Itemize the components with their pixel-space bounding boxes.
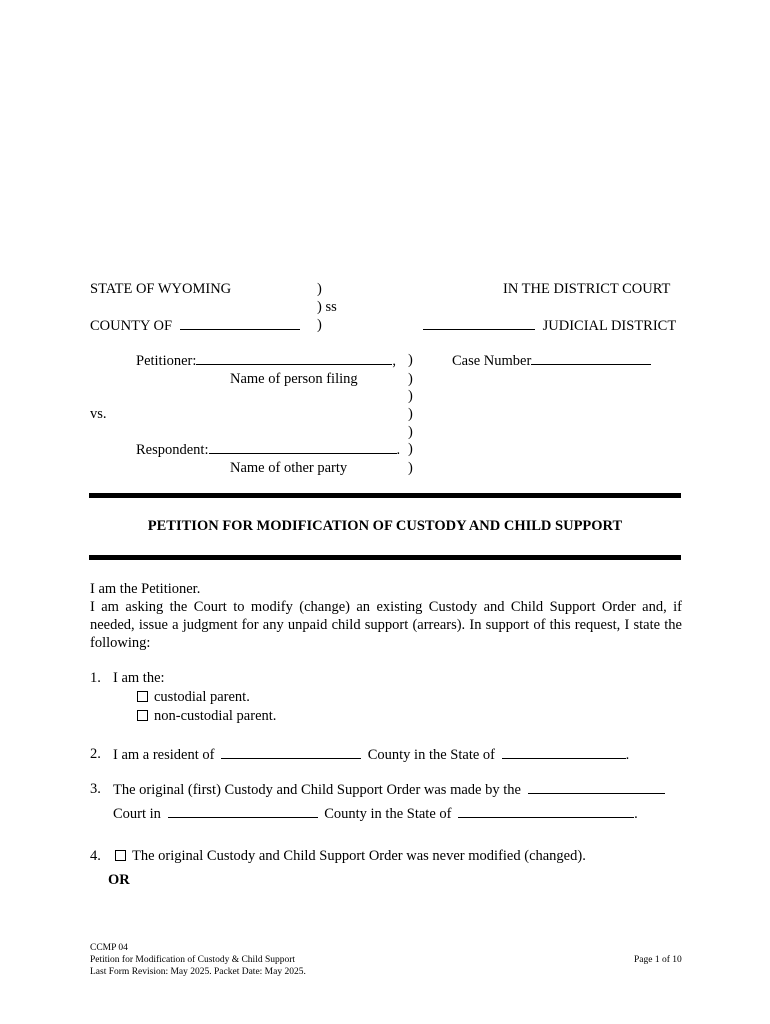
title-bottom-rule xyxy=(89,555,681,560)
resident-state-input[interactable] xyxy=(502,746,626,759)
never-modified-checkbox[interactable] xyxy=(115,850,126,861)
caption-paren: ) xyxy=(317,281,322,297)
caption-paren: ) xyxy=(408,424,413,440)
title-top-rule xyxy=(89,493,681,498)
never-modified-option xyxy=(115,848,586,865)
caption-paren: ) xyxy=(408,371,413,387)
item-1-number: 1. xyxy=(90,670,101,686)
item-2-number: 2. xyxy=(90,746,101,762)
custodial-parent-option xyxy=(137,689,250,706)
never-modified-label: The original Custody and Child Support Order was never modified (changed). xyxy=(132,848,586,864)
petitioner-label: Petitioner: xyxy=(136,353,197,369)
vs-label: vs. xyxy=(90,406,107,422)
court-name: IN THE DISTRICT COURT xyxy=(503,281,671,297)
or-label: OR xyxy=(108,872,130,888)
judicial-district-input[interactable] xyxy=(423,317,535,330)
county-field-row xyxy=(90,317,300,335)
case-number-row xyxy=(452,352,651,370)
item-2-row xyxy=(113,746,629,764)
item-2-text-c: . xyxy=(625,747,630,763)
resident-county-input[interactable] xyxy=(221,746,361,759)
caption-paren: ) xyxy=(408,352,413,368)
custodial-parent-label: custodial parent. xyxy=(154,689,250,705)
respondent-row: Respondent: . xyxy=(136,442,401,458)
item-1-text: I am the: xyxy=(113,670,165,686)
intro-paragraph: I am asking the Court to modify (change) an existing Custody and Child Support Order and, if needed, issue a judgment for any unpaid child support (arrears). In support of this request, I state the following: xyxy=(90,599,682,651)
original-state-input[interactable] xyxy=(458,805,634,818)
non-custodial-parent-checkbox[interactable] xyxy=(137,710,148,721)
case-number-label: Case Number xyxy=(452,353,532,369)
custodial-parent-checkbox[interactable] xyxy=(137,691,148,702)
intro-line-1: I am the Petitioner. xyxy=(90,581,201,597)
page-number: Page 1 of 10 xyxy=(634,955,682,965)
caption-paren: ) xyxy=(408,460,413,476)
item-3-number: 3. xyxy=(90,781,101,797)
item-2-text-b: County in the State of xyxy=(367,747,495,763)
petitioner-row: Petitioner: , xyxy=(136,353,397,369)
item-3-row-2 xyxy=(113,805,638,823)
judicial-district-label: JUDICIAL DISTRICT xyxy=(542,318,677,334)
county-input[interactable] xyxy=(180,317,300,330)
item-3-text-b: Court in xyxy=(113,806,161,822)
item-3-row-1 xyxy=(113,781,665,799)
form-name: Petition for Modification of Custody & Child Support xyxy=(90,955,296,965)
caption-ss: ) ss xyxy=(317,299,337,315)
petitioner-sublabel: Name of person filing xyxy=(230,371,358,387)
caption-paren: ) xyxy=(408,388,413,404)
judicial-district-row xyxy=(423,317,676,335)
respondent-sublabel: Name of other party xyxy=(230,460,348,476)
caption-paren: ) xyxy=(317,317,322,333)
item-3-text-d: . xyxy=(634,806,638,822)
case-number-input[interactable] xyxy=(531,352,651,365)
non-custodial-parent-option xyxy=(137,708,276,725)
item-3-text-c: County in the State of xyxy=(324,806,452,822)
original-county-input[interactable] xyxy=(168,805,318,818)
item-4-number: 4. xyxy=(90,848,101,864)
item-2-text-a: I am a resident of xyxy=(113,747,215,763)
form-revision: Last Form Revision: May 2025. Packet Date: May 2025. xyxy=(90,967,306,977)
respondent-name-input[interactable] xyxy=(209,441,397,454)
caption-paren: ) xyxy=(408,406,413,422)
petitioner-name-input[interactable] xyxy=(196,352,392,365)
caption-paren: ) xyxy=(408,441,413,457)
form-code: CCMP 04 xyxy=(90,943,128,953)
non-custodial-parent-label: non-custodial parent. xyxy=(154,708,277,724)
original-court-input[interactable] xyxy=(528,781,665,794)
item-3-text-a: The original (first) Custody and Child Support Order was made by the xyxy=(113,782,521,798)
state-label: STATE OF WYOMING xyxy=(90,281,232,297)
respondent-label: Respondent: xyxy=(136,442,209,458)
county-label: COUNTY OF xyxy=(90,318,173,334)
document-title: PETITION FOR MODIFICATION OF CUSTODY AND CHILD SUPPORT xyxy=(147,518,623,534)
